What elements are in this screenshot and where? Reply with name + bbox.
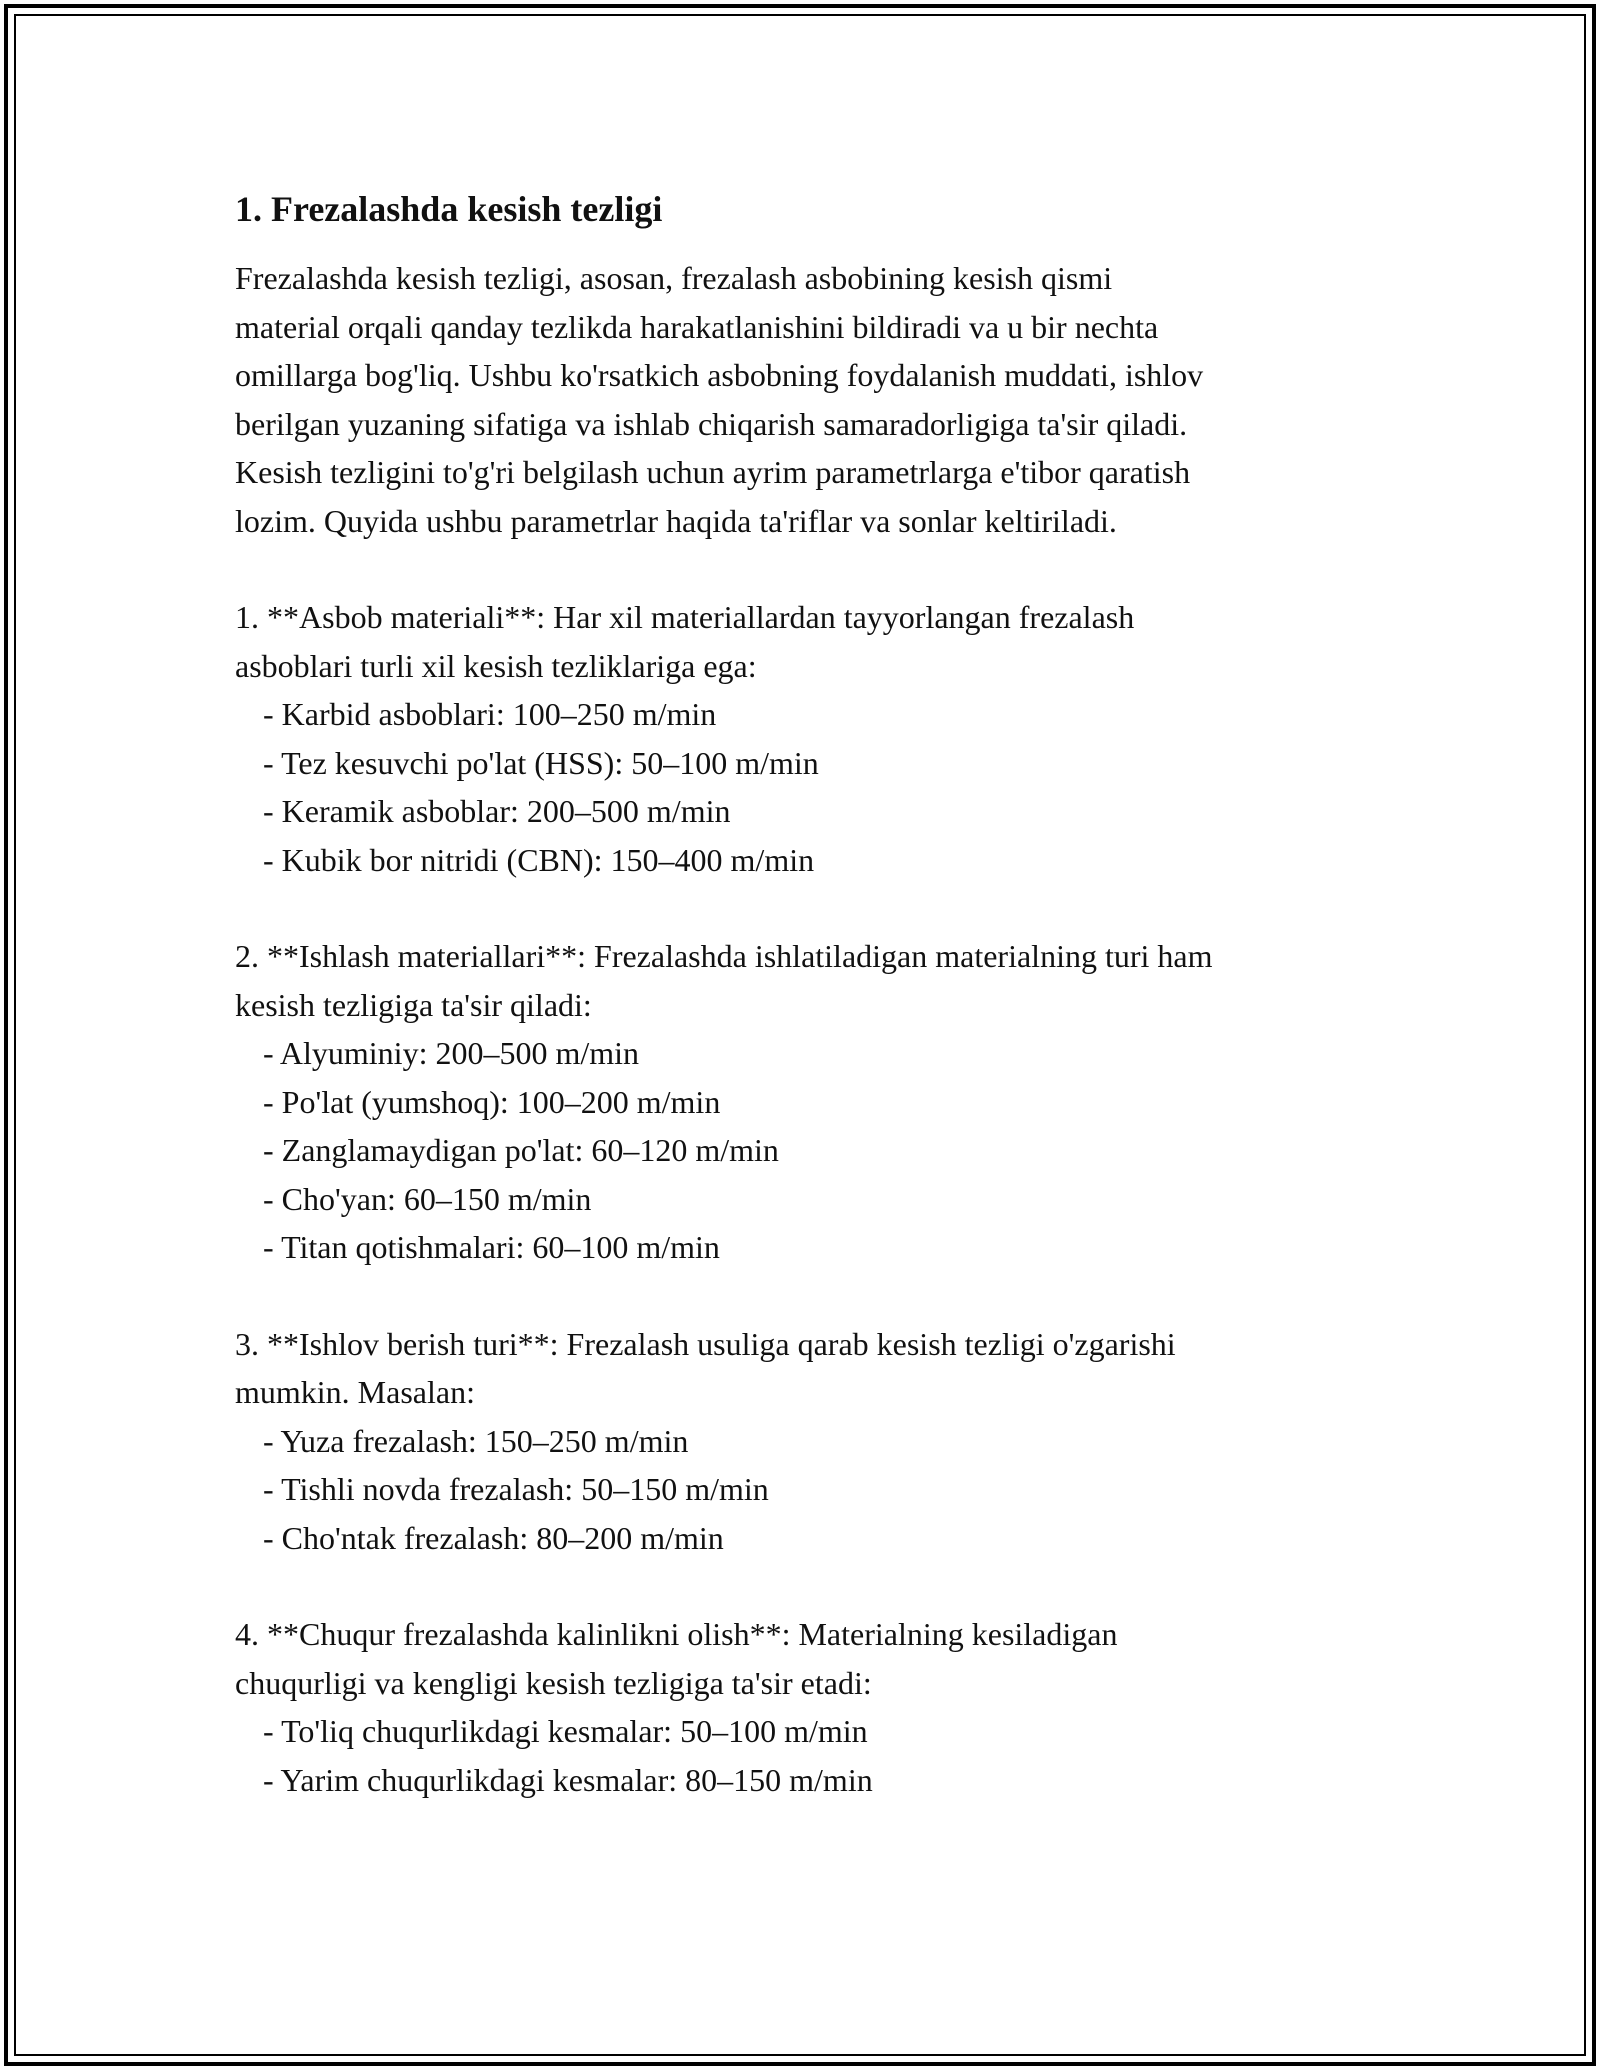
list-item: - Alyuminiy: 200–500 m/min (263, 1035, 640, 1071)
intro-line: lozim. Quyida ushbu parametrlar haqida ta'riflar va sonlar keltiriladi. (235, 502, 1117, 539)
section-heading-line: 1. **Asbob materiali**: Har xil materiallardan tayyorlangan frezalash (235, 599, 1135, 635)
list-item: - Cho'yan: 60–150 m/min (263, 1180, 592, 1217)
list-item: - Po'lat (yumshoq): 100–200 m/min (263, 1083, 721, 1120)
section-heading-line: mumkin. Masalan: (235, 1374, 475, 1410)
section-heading-line: 4. **Chuqur frezalashda kalinlikni olish**: Materialning kesiladigan (235, 1616, 1118, 1652)
document-body (235, 186, 1385, 1804)
intro-line: omillarga bog'liq. Ushbu ko'rsatkich asbobning foydalanish muddati, ishlov (235, 357, 1204, 393)
intro-paragraph (235, 254, 1385, 545)
intro-line: material orqali qanday tezlikda harakatlanishini bildiradi va u bir nechta (235, 308, 1159, 345)
section-chuqur-frezalash (235, 1610, 1385, 1804)
document-title: 1. Frezalashda kesish tezligi (235, 189, 663, 229)
list-item: - To'liq chuqurlikdagi kesmalar: 50–100 m/min (263, 1713, 868, 1749)
section-heading-line: chuqurligi va kengligi kesish tezligiga ta'sir etadi: (235, 1664, 872, 1701)
intro-line: berilgan yuzaning sifatiga va ishlab chiqarish samaradorligiga ta'sir qiladi. (235, 405, 1188, 442)
list-item: - Yuza frezalash: 150–250 m/min (263, 1422, 689, 1459)
list-item: - Keramik asboblar: 200–500 m/min (263, 793, 731, 829)
list-item: - Yarim chuqurlikdagi kesmalar: 80–150 m/min (263, 1761, 873, 1798)
intro-line: Frezalashda kesish tezligi, asosan, frezalash asbobining kesish qismi (235, 260, 1113, 296)
list-item: - Cho'ntak frezalash: 80–200 m/min (263, 1519, 724, 1556)
list-item: - Zanglamaydigan po'lat: 60–120 m/min (263, 1132, 779, 1168)
list-item: - Titan qotishmalari: 60–100 m/min (263, 1229, 720, 1265)
section-heading-line: kesish tezligiga ta'sir qiladi: (235, 986, 592, 1023)
list-item: - Tishli novda frezalash: 50–150 m/min (263, 1471, 769, 1507)
list-item: - Tez kesuvchi po'lat (HSS): 50–100 m/min (263, 744, 819, 781)
section-asbob-materiali (235, 593, 1385, 884)
section-ishlash-materiallari (235, 932, 1385, 1272)
section-ishlov-berish-turi (235, 1320, 1385, 1563)
list-item: - Kubik bor nitridi (CBN): 150–400 m/min (263, 841, 815, 878)
section-heading-line: asboblari turli xil kesish tezliklariga ega: (235, 647, 757, 684)
list-item: - Karbid asboblari: 100–250 m/min (263, 696, 717, 732)
section-heading-line: 2. **Ishlash materiallari**: Frezalashda ishlatiladigan materialning turi ham (235, 938, 1213, 974)
section-heading-line: 3. **Ishlov berish turi**: Frezalash usuliga qarab kesish tezligi o'zgarishi (235, 1325, 1176, 1362)
intro-line: Kesish tezligini to'g'ri belgilash uchun ayrim parametrlarga e'tibor qaratish (235, 454, 1191, 490)
